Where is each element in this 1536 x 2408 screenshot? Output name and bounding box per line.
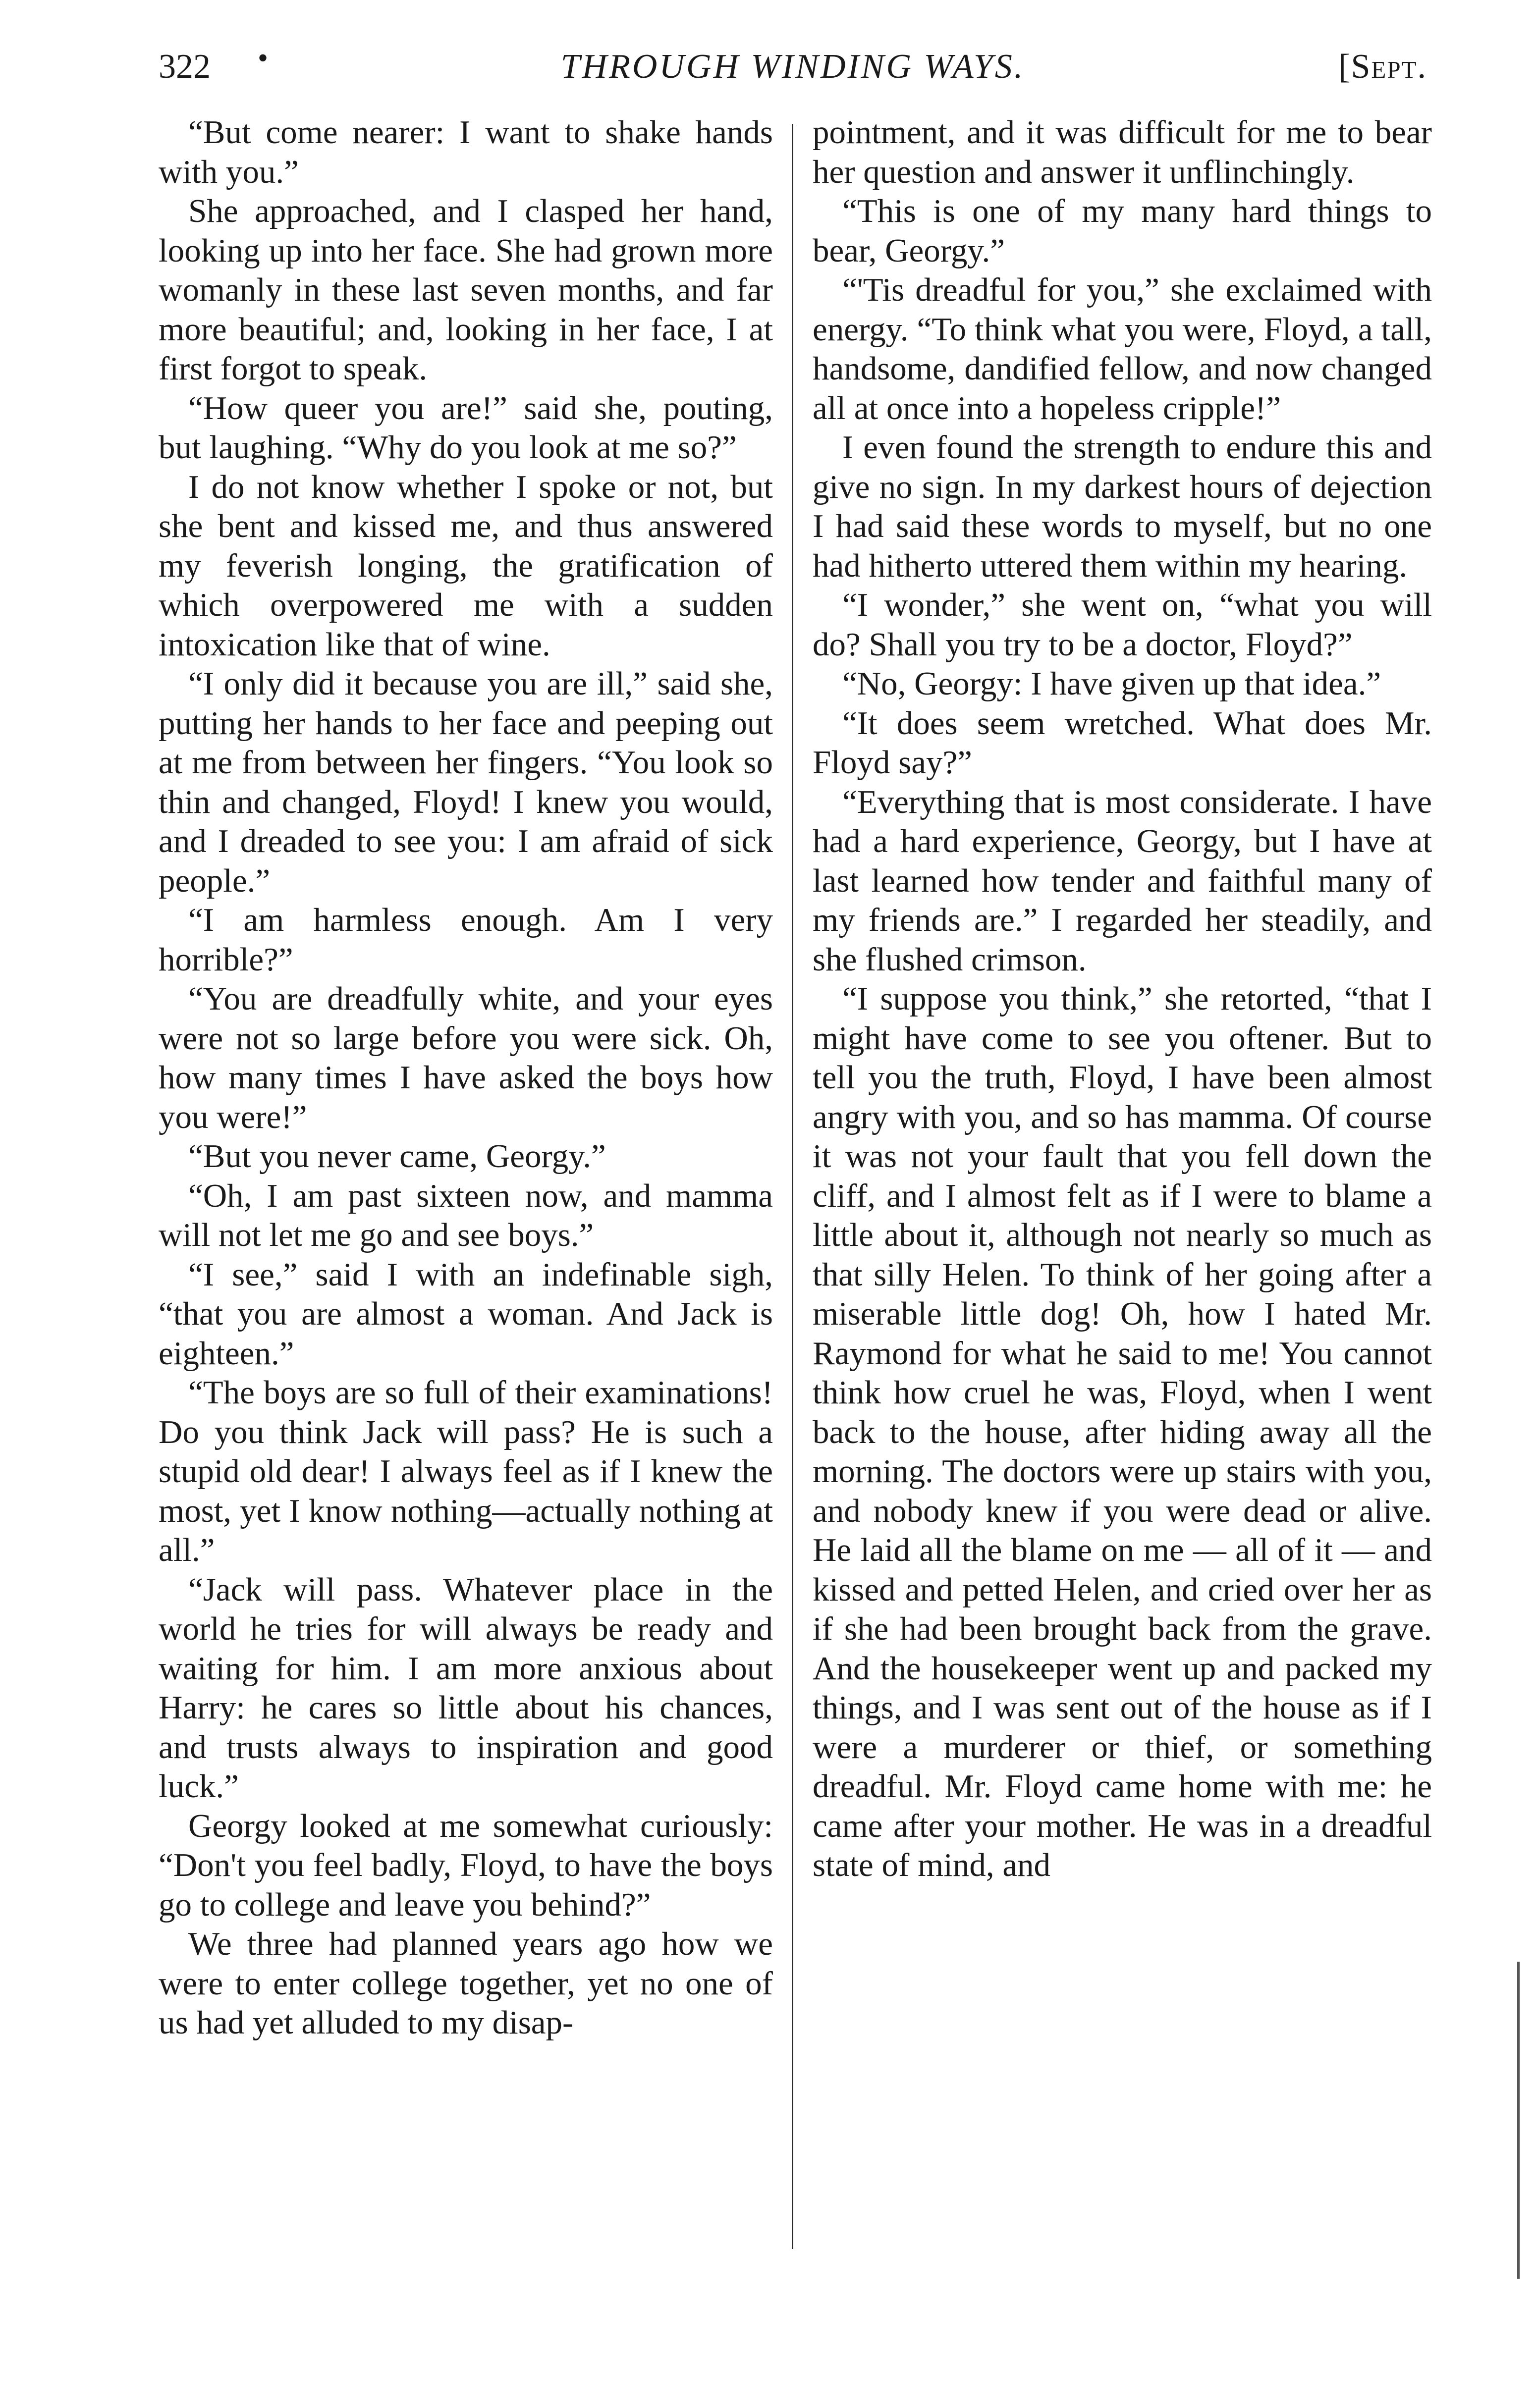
- page-edge-mark: [1517, 1962, 1520, 2279]
- paragraph: “No, Georgy: I have given up that idea.”: [842, 665, 1381, 702]
- paragraph: She approached, and I clasped her hand, looking up into her face. She had grown more womanly in these last seven months, and far more beautiful; and, looking in her face, I at first forgot to speak.: [159, 193, 773, 387]
- paragraph: “I only did it because you are ill,” said she, putting her hands to her face and peeping out at me from between her fingers. “You look so thin and changed, Floyd! I knew you would, and I dreaded to see you: I am afraid of sick people.”: [159, 665, 773, 899]
- paragraph: “But come nearer: I want to shake hands with you.”: [159, 114, 773, 190]
- paragraph: “I wonder,” she went on, “what you will do? Shall you try to be a doctor, Floyd?”: [813, 587, 1432, 663]
- paragraph: “Oh, I am past sixteen now, and mamma will not let me go and see boys.”: [159, 1177, 773, 1253]
- paragraph: “I see,” said I with an indefinable sigh, “that you are almost a woman. And Jack is eighteen.”: [159, 1256, 773, 1372]
- left-column: [159, 113, 773, 2043]
- running-title: THROUGH WINDING WAYS.: [560, 48, 1025, 86]
- paragraph: “Jack will pass. Whatever place in the world he tries for will always be ready and waiting for him. I am more anxious about Harry: he cares so little about his chances, and trusts always to inspiration and good luck.”: [159, 1571, 773, 1805]
- issue-month: [Sept.: [1338, 48, 1427, 86]
- paragraph: “'Tis dreadful for you,” she exclaimed with energy. “To think what you were, Floyd, a tall, handsome, dandified fellow, and now changed all at once into a hopeless cripple!”: [813, 271, 1432, 427]
- paragraph: “I am harmless enough. Am I very horrible?”: [159, 902, 773, 978]
- paragraph: “The boys are so full of their examinations! Do you think Jack will pass? He is such a stupid old dear! I always feel as if I knew the most, yet I know nothing—actually nothing at all.”: [159, 1374, 773, 1568]
- page-number: 322: [159, 48, 211, 86]
- right-column: [813, 113, 1432, 1885]
- running-head: [159, 40, 1427, 94]
- paragraph: “How queer you are!” said she, pouting, but laughing. “Why do you look at me so?”: [159, 389, 773, 466]
- column-rule: [792, 124, 793, 2249]
- paragraph: “But you never came, Georgy.”: [188, 1138, 606, 1175]
- paragraph: “You are dreadfully white, and your eyes were not so large before you were sick. Oh, how many times I have asked the boys how you were!”: [159, 980, 773, 1135]
- paragraph: “Everything that is most considerate. I have had a hard experience, Georgy, but I have at last learned how tender and faithful many of my friends are.” I regarded her steadily, and she flushed crimson.: [813, 783, 1432, 978]
- paragraph: I even found the strength to endure this and give no sign. In my darkest hours of dejection I had said these words to myself, but no one had hitherto uttered them within my hearing.: [813, 429, 1432, 584]
- printer-mark: •: [258, 42, 269, 74]
- paragraph: I do not know whether I spoke or not, but she bent and kissed me, and thus answered my feverish longing, the gratification of which overpowered me with a sudden intoxication like that of wine.: [159, 468, 773, 663]
- paragraph: “I suppose you think,” she retorted, “that I might have come to see you oftener. But to tell you the truth, Floyd, I have been almost angry with you, and so has mamma. Of course it was not your fault that you fell down the cliff, and I almost felt as if I were to blame a little about it, although not nearly so much as that silly Helen. To think of her going after a miserable little dog! Oh, how I hated Mr. Raymond for what he said to me! You cannot think how cruel he was, Floyd, when I went back to the house, after hiding away all the morning. The doctors were up stairs with you, and nobody knew if you were dead or alive. He laid all the blame on me — all of it — and kissed and petted Helen, and cried over her as if she had been brought back from the grave. And the housekeeper went up and packed my things, and I was sent out of the house as if I were a murderer or thief, or something dreadful. Mr. Floyd came home with me: he came after your mother. He was in a dreadful state of mind, and: [813, 980, 1432, 1883]
- paragraph: “This is one of my many hard things to bear, Georgy.”: [813, 193, 1432, 269]
- paragraph: “It does seem wretched. What does Mr. Floyd say?”: [813, 704, 1432, 781]
- paragraph: We three had planned years ago how we were to enter college together, yet no one of us had yet alluded to my disap-: [159, 1926, 773, 2041]
- paragraph: Georgy looked at me somewhat curiously: “Don't you feel badly, Floyd, to have the boys go to college and leave you behind?”: [159, 1807, 773, 1923]
- continued-paragraph: pointment, and it was difficult for me to bear her question and answer it unflinchingly.: [813, 114, 1432, 190]
